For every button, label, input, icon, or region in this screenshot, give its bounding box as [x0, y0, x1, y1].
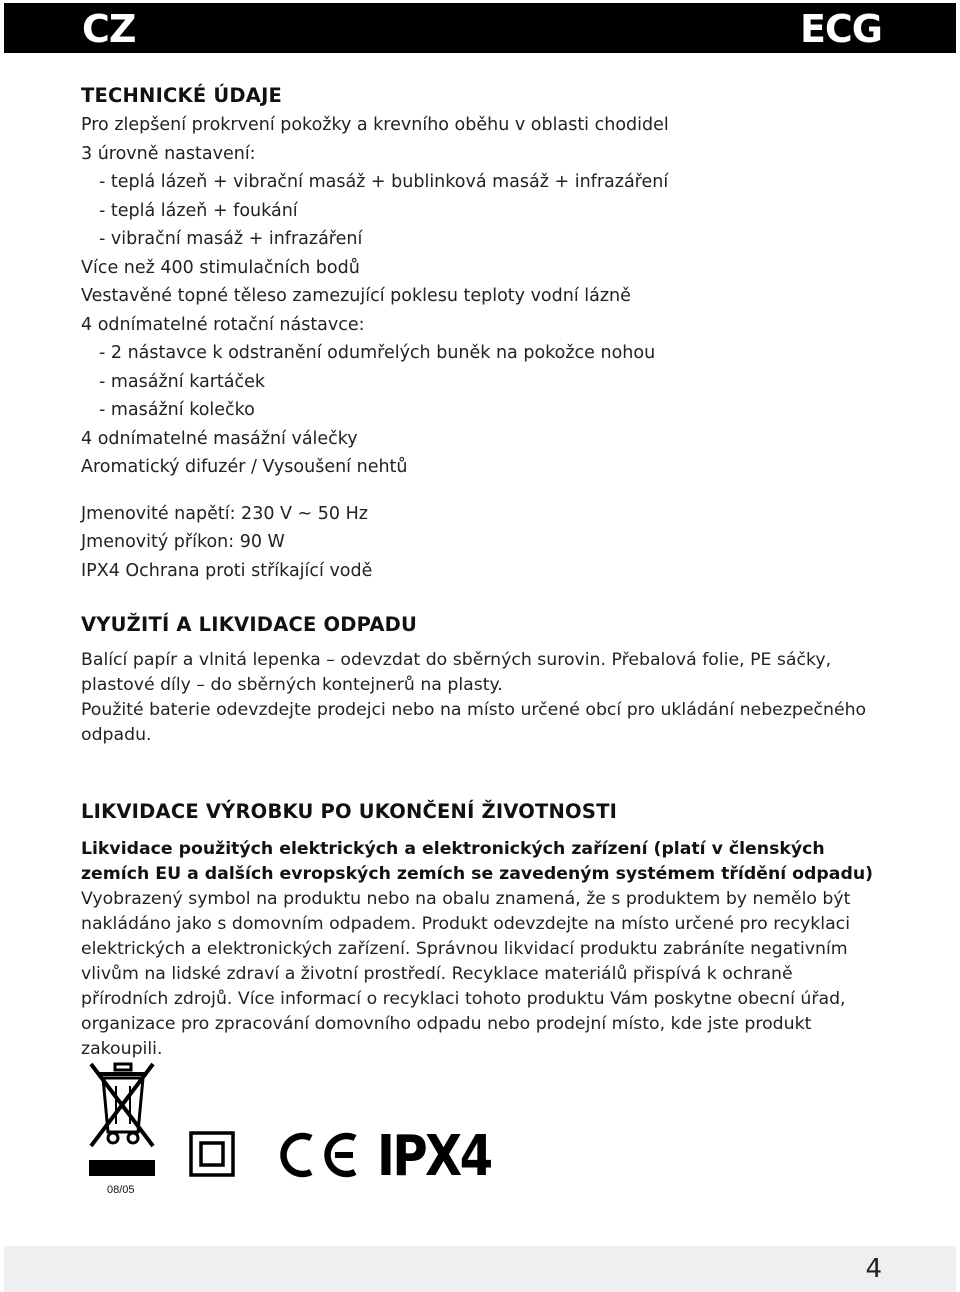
brand-logo: ECG — [799, 7, 882, 51]
tech-spec-line: Vestavěné topné těleso zamezující poklesu teploty vodní lázně — [81, 286, 631, 306]
page-content — [81, 82, 881, 1062]
waste-paragraph-1: Balící papír a vlnitá lepenka – odevzdat do sběrných surovin. Přebalová folie, PE sáčky, plastové díly – do sběrných kontejnerů na plasty. — [81, 650, 832, 695]
double-insulation-icon — [189, 1131, 235, 1177]
electrical-spec-line: Jmenovitý příkon: 90 W — [81, 532, 285, 552]
tech-spec-line: Více než 400 stimulačních bodů — [81, 257, 360, 278]
tech-spec-line: 4 odnímatelné masážní válečky — [81, 428, 358, 449]
tech-spec-line: 3 úrovně nastavení: — [81, 143, 256, 164]
tech-spec-line: - masážní kolečko — [99, 400, 255, 420]
footer-bar — [4, 1246, 956, 1292]
waste-paragraph-2: Použité baterie odevzdejte prodejci nebo na místo určené obcí pro ukládání nebezpečného odpadu. — [81, 700, 867, 745]
language-code: CZ — [82, 7, 136, 51]
tech-spec-line: - vibrační masáž + infrazáření — [99, 229, 363, 249]
tech-spec-line: 4 odnímatelné rotační nástavce: — [81, 314, 365, 335]
section-title-waste: VYUŽITÍ A LIKVIDACE ODPADU — [81, 613, 418, 636]
ce-mark-icon — [273, 1132, 363, 1178]
tech-spec-list — [81, 111, 881, 482]
tech-spec-line: - teplá lázeň + foukání — [99, 200, 298, 221]
electrical-specs — [81, 500, 881, 586]
section-title-disposal: LIKVIDACE VÝROBKU PO UKONČENÍ ŽIVOTNOSTI — [81, 800, 618, 823]
electrical-spec-line: IPX4 Ochrana proti stříkající vodě — [81, 560, 373, 581]
section-title-technical: TECHNICKÉ ÚDAJE — [81, 84, 283, 107]
disposal-bold-paragraph: Likvidace použitých elektrických a elektronických zařízení (platí v členských zemích EU a dalších evropských zemích se zavedeným systémem třídění odpadu) — [81, 839, 874, 884]
tech-spec-line: - teplá lázeň + vibrační masáž + bublinková masáž + infrazáření — [99, 172, 669, 192]
page-header — [4, 3, 956, 53]
tech-spec-line: Pro zlepšení prokrvení pokožky a krevního oběhu v oblasti chodidel — [81, 115, 669, 135]
tech-spec-line: Aromatický difuzér / Vysoušení nehtů — [81, 457, 408, 477]
weee-bin-icon — [87, 1062, 157, 1202]
page-number: 4 — [865, 1254, 882, 1284]
tech-spec-line: - masážní kartáček — [99, 371, 266, 392]
ipx4-mark: IPX4 — [377, 1124, 491, 1189]
disposal-body-paragraph: Vyobrazený symbol na produktu nebo na obalu znamená, že s produktem by nemělo být nakládáno jako s domovním odpadem. Produkt odevzdejte na místo určené pro recyklaci elektrických a elektronických zařízení. Správnou likvidací produktu zabráníte negativním vlivům na lidské zdraví a životní prostředí. Recyklace materiálů přispívá k ochraně přírodních zdrojů. Více informací o recyklaci tohoto produktu Vám poskytne obecní úřad, organizace pro zpracování domovního odpadu nebo prodejní místo, kde jste produkt zakoupili. — [81, 889, 851, 1059]
weee-date-label: 08/05 — [107, 1184, 135, 1196]
tech-spec-line: - 2 nástavce k odstranění odumřelých buněk na pokožce nohou — [99, 343, 656, 363]
electrical-spec-line: Jmenovité napětí: 230 V ~ 50 Hz — [81, 503, 368, 524]
certification-symbols — [87, 1062, 547, 1212]
